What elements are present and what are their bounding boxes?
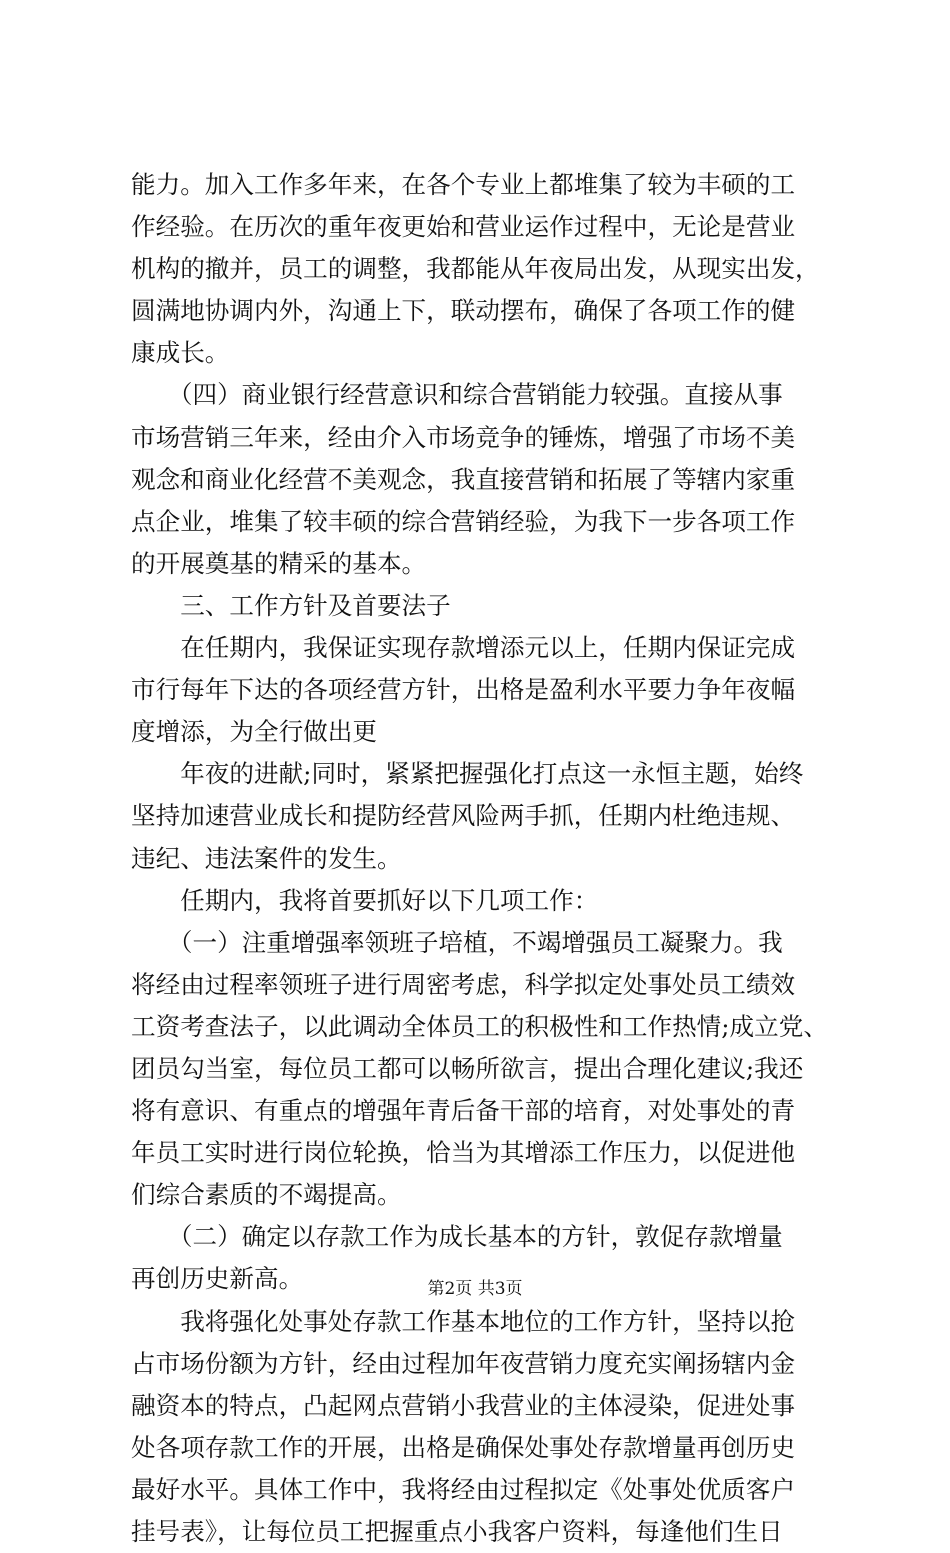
text-line: 康成长。 (131, 338, 230, 368)
text-line: 最好水平。具体工作中，我将经由过程拟定《处事处优质客户 (131, 1474, 796, 1504)
text-line: （二）确定以存款工作为成长基本的方针，敦促存款增量 (131, 1222, 783, 1252)
text-line: 的开展奠基的精采的基本。 (131, 548, 427, 578)
text-line: 市行每年下达的各项经营方针，出格是盈利水平要力争年夜幅 (131, 675, 796, 705)
text-line: 作经验。在历次的重年夜更始和营业运作过程中，无论是营业 (131, 212, 796, 242)
text-line: 市场营销三年来，经由介入市场竞争的锤炼，增强了市场不美 (131, 422, 796, 452)
text-line: 机构的撤并，员工的调整，我都能从年夜局出发，从现实出发， (131, 254, 820, 284)
text-line: 再创历史新高。 (131, 1264, 304, 1294)
text-line: 将经由过程率领班子进行周密考虑，科学拟定处事处员工绩效 (131, 969, 796, 999)
text-line: 任期内，我将首要抓好以下几项工作： (131, 885, 599, 915)
text-line: 年夜的进献;同时，紧紧把握强化打点这一永恒主题，始终 (131, 759, 804, 789)
text-line: 处各项存款工作的开展，出格是确保处事处存款增量再创历史 (131, 1432, 796, 1462)
text-line: 度增添，为全行做出更 (131, 717, 377, 747)
text-line: 我将强化处事处存款工作基本地位的工作方针，坚持以抢 (131, 1306, 796, 1336)
text-line: （一）注重增强率领班子培植，不竭增强员工凝聚力。我 (131, 927, 783, 957)
text-line: 观念和商业化经营不美观念，我直接营销和拓展了等辖内家重 (131, 464, 796, 494)
text-line: 坚持加速营业成长和提防经营风险两手抓，任期内杜绝违规、 (131, 801, 796, 831)
text-line: 圆满地协调内外，沟通上下，联动摆布，确保了各项工作的健 (131, 296, 796, 326)
section-heading: 三、工作方针及首要法子 (131, 590, 451, 620)
text-line: 将有意识、有重点的增强年青后备干部的培育，对处事处的青 (131, 1096, 796, 1126)
text-line: 团员勾当室，每位员工都可以畅所欲言，提出合理化建议;我还 (131, 1053, 804, 1083)
page-number-footer: 第2页 共3页 (427, 1279, 523, 1299)
text-line: 能力。加入工作多年来，在各个专业上都堆集了较为丰硕的工 (131, 170, 796, 199)
text-line: 在任期内，我保证实现存款增添元以上，任期内保证完成 (131, 633, 796, 663)
text-line: 点企业，堆集了较丰硕的综合营销经验，为我下一步各项工作 (131, 506, 796, 536)
text-line: （四）商业银行经营意识和综合营销能力较强。直接从事 (131, 380, 783, 410)
text-line: 挂号表》，让每位员工把握重点小我客户资料，每逢他们生日 (131, 1517, 783, 1546)
text-line: 占市场份额为方针，经由过程加年夜营销力度充实阐扬辖内金 (131, 1348, 796, 1378)
text-line: 工资考查法子，以此调动全体员工的积极性和工作热情;成立党、 (131, 1011, 828, 1041)
text-line: 融资本的特点，凸起网点营销小我营业的主体浸染，促进处事 (131, 1390, 796, 1420)
text-line: 们综合素质的不竭提高。 (131, 1180, 402, 1210)
text-line: 违纪、违法案件的发生。 (131, 843, 402, 873)
body-text (131, 164, 831, 1553)
text-line: 年员工实时进行岗位轮换，恰当为其增添工作压力，以促进他 (131, 1138, 796, 1168)
